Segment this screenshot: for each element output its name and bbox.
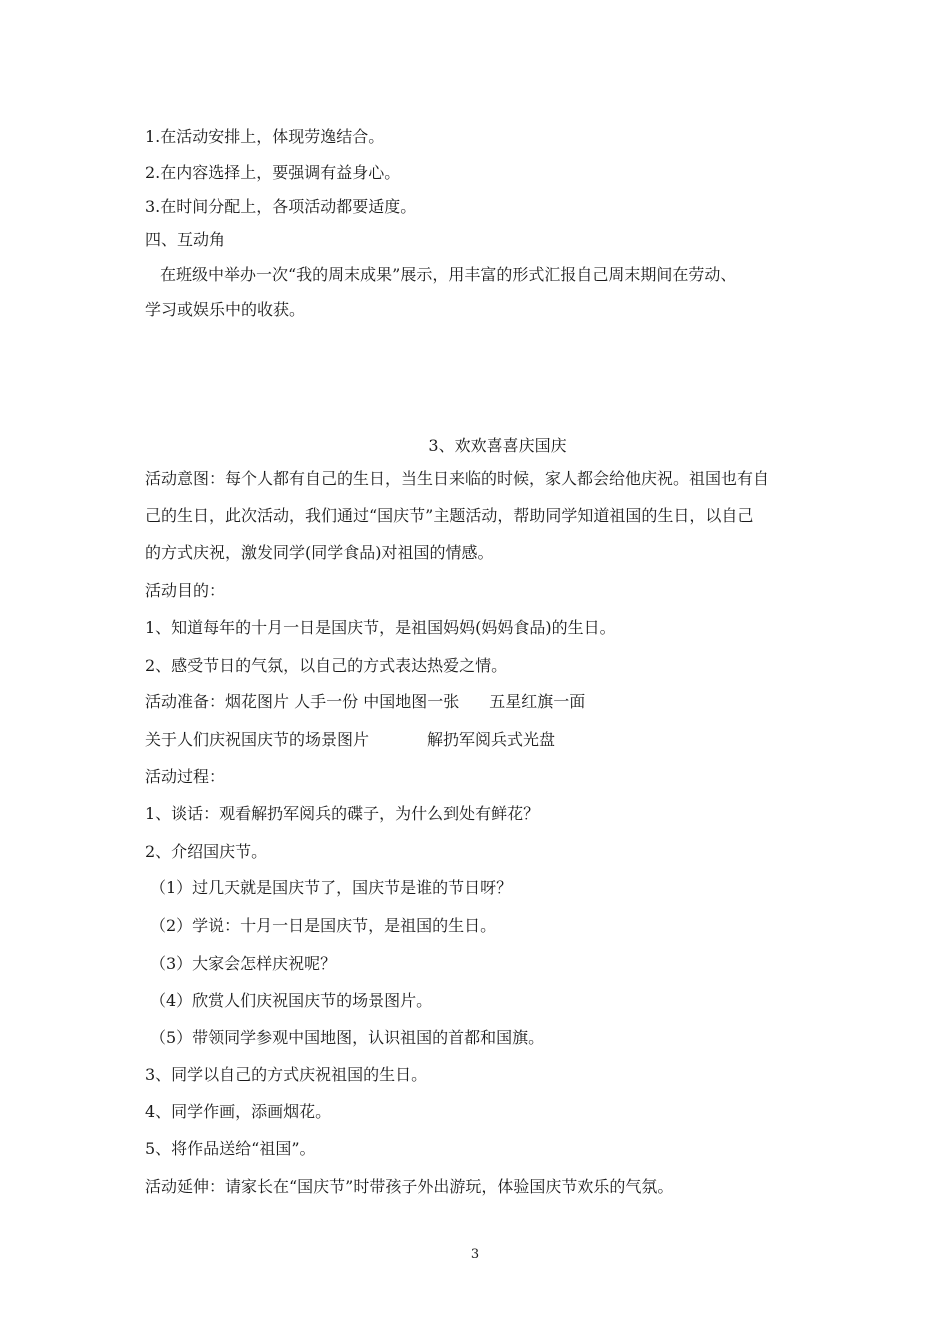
process-step-5: 5、将作品送给“祖国”。 — [145, 1139, 316, 1158]
guideline-item-3: 3.在时间分配上，各项活动都要适度。 — [145, 197, 417, 216]
activity-goal-1: 1、知道每年的十月一日是国庆节，是祖国妈妈(妈妈食品)的生日。 — [145, 618, 616, 637]
guideline-item-2: 2.在内容选择上，要强调有益身心。 — [145, 163, 401, 182]
activity-goal-heading: 活动目的： — [145, 581, 226, 600]
process-step-2: 2、介绍国庆节。 — [145, 842, 268, 861]
preparation-item-parade-disc: 解扔军阅兵式光盘 — [427, 730, 556, 749]
activity-intent-line-3: 的方式庆祝，激发同学(同学食品)对祖国的情感。 — [145, 543, 494, 562]
interactive-corner-paragraph-line-1: 在班级中举办一次“我的周末成果”展示，用丰富的形式汇报自己周末期间在劳动、 — [160, 265, 737, 284]
process-substep-4: （4）欣赏人们庆祝国庆节的场景图片。 — [150, 991, 433, 1010]
activity-title: 3、欢欢喜喜庆国庆 — [428, 436, 567, 455]
process-step-4: 4、同学作画，添画烟花。 — [145, 1102, 332, 1121]
process-substep-2: （2）学说：十月一日是国庆节，是祖国的生日。 — [150, 916, 497, 935]
preparation-item-fireworks-pictures: 烟花图片 — [225, 692, 290, 711]
activity-goal-2: 2、感受节日的气氛，以自己的方式表达热爱之情。 — [145, 656, 508, 675]
activity-extension: 活动延伸：请家长在“国庆节”时带孩子外出游玩，体验国庆节欢乐的气氛。 — [145, 1177, 674, 1196]
activity-preparation-line-1 — [145, 691, 825, 713]
process-step-3: 3、同学以自己的方式庆祝祖国的生日。 — [145, 1065, 428, 1084]
interactive-corner-paragraph-line-2: 学习或娱乐中的收获。 — [145, 300, 306, 319]
preparation-label: 活动准备： — [145, 692, 226, 711]
process-substep-3: （3）大家会怎样庆祝呢？ — [150, 954, 337, 973]
preparation-item-national-flag: 五星红旗一面 — [489, 692, 586, 711]
preparation-item-celebration-pictures: 关于人们庆祝国庆节的场景图片 — [145, 730, 370, 749]
page-number: 3 — [470, 1247, 480, 1262]
section-heading-interactive-corner: 四、互动角 — [145, 230, 226, 249]
preparation-item-one-per-person: 人手一份 — [294, 692, 359, 711]
process-substep-5: （5）带领同学参观中国地图，认识祖国的首都和国旗。 — [150, 1028, 545, 1047]
activity-process-heading: 活动过程： — [145, 767, 226, 786]
activity-intent-line-2: 己的生日，此次活动，我们通过“国庆节”主题活动，帮助同学知道祖国的生日，以自己 — [145, 506, 754, 525]
guideline-item-1: 1.在活动安排上，体现劳逸结合。 — [145, 127, 385, 146]
process-step-1: 1、谈话：观看解扔军阅兵的碟子，为什么到处有鲜花？ — [145, 804, 540, 823]
activity-preparation-line-2 — [145, 729, 825, 751]
preparation-item-china-map: 中国地图一张 — [363, 692, 460, 711]
process-substep-1: （1）过几天就是国庆节了，国庆节是谁的节日呀？ — [150, 878, 513, 897]
activity-intent-line-1: 活动意图：每个人都有自己的生日，当生日来临的时候，家人都会给他庆祝。祖国也有自 — [145, 469, 770, 488]
